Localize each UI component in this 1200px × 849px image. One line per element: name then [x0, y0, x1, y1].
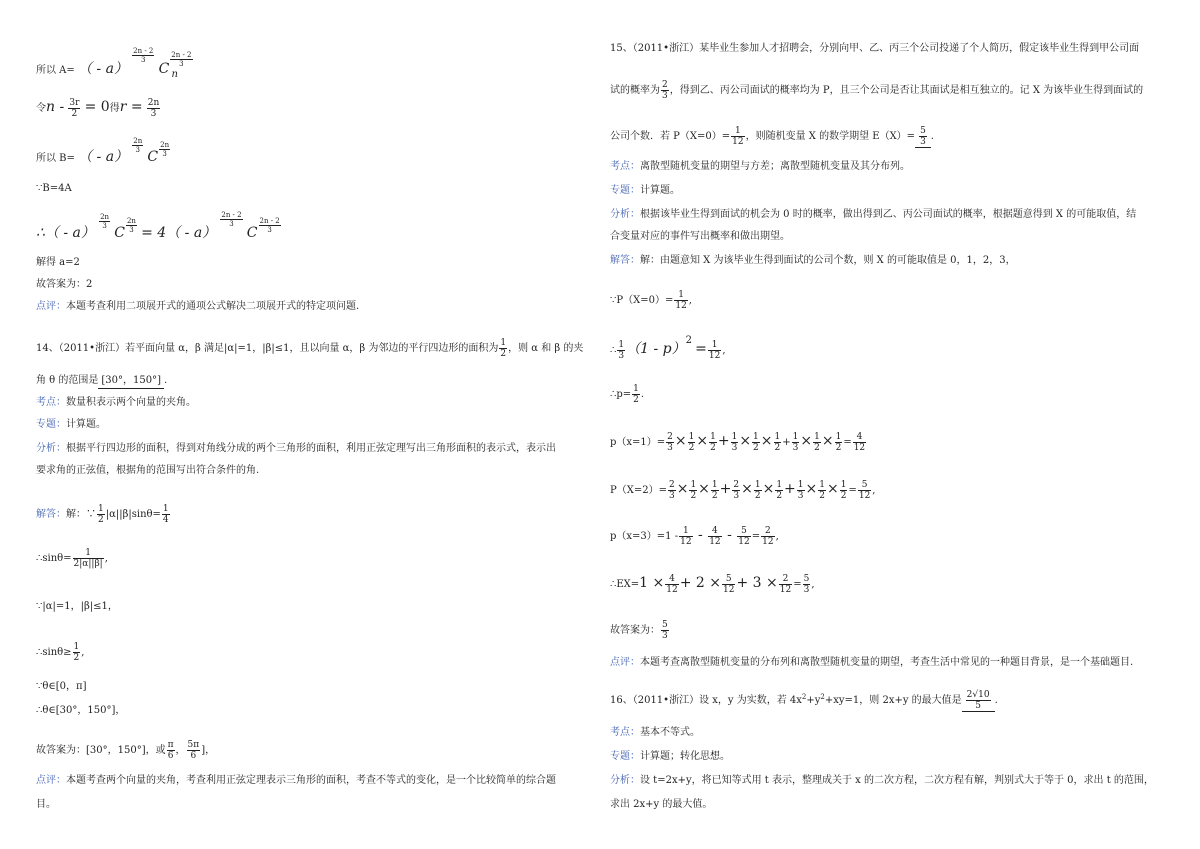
answer-blank: $\frac{2√10}{5}$: [962, 690, 995, 712]
fraction: $\frac{5\pi}{6}$: [187, 740, 200, 761]
jieda-line: 解答：解：∵ $\frac{1}{2}$ |α||β|sinθ= $\frac{1}{4}$: [36, 504, 169, 525]
px1-line: p（x=1）= $\frac{2}{3}$ × $\frac{1}{2}$ × $\frac{1}{2}$ + $\frac{1}{3}$ × $\frac{1}{2}$ × $\frac{1}{2}$ + $\frac{1}{3}$ × $\frac{1}{2}$ × $\frac{1}{2}$ = $\frac{4}{12}$: [610, 432, 866, 453]
fraction: $\frac{2n}{3}$: [147, 98, 160, 119]
math: ∴（ - a）: [36, 225, 95, 241]
eq-b-line: [36, 136, 171, 168]
exponent: 2n - 2 3: [221, 210, 242, 228]
fraction: $\frac{2}{3}$: [662, 80, 668, 101]
range-line: ∵θ∈[0，π]: [36, 681, 87, 692]
comment-label: 点评：: [36, 301, 66, 312]
exponent: 2n - 2 3: [133, 46, 154, 64]
binomial-c: C: [246, 225, 258, 241]
solve-line: 解得 a=2: [36, 257, 80, 268]
binomial-c: C: [147, 149, 159, 165]
p-value-line: ∴p= $\frac{1}{2}$ .: [610, 384, 645, 405]
fraction: $\frac{1}{4}$: [162, 504, 169, 525]
fraction: $\frac{1}{12}$: [732, 126, 744, 147]
eq-a-line: [36, 46, 200, 80]
result-line: ∴θ∈[30°，150°]，: [36, 705, 126, 716]
text: 令: [36, 103, 46, 114]
zhuanti16-line: 专题：计算题；转化思想。: [610, 751, 730, 762]
question-15-line1: 15、（2011•浙江）某毕业生参加人才招聘会，分别向甲、乙、丙三个公司投递了个人简历，假定该毕业生得到甲公司面: [610, 43, 1140, 54]
math: r =: [119, 99, 143, 115]
equation-line: [36, 210, 282, 244]
kaodian16-line: 考点：基本不等式。: [610, 727, 700, 738]
fraction: $\frac{1}{2}$: [500, 338, 507, 359]
fraction: $\frac{1}{2}$: [73, 642, 80, 663]
question-15-line3: 公司个数．若 P（X=0）= $\frac{1}{12}$ ，则随机变量 X 的数学期望 E（X）= $\frac{5}{3}$ .: [610, 126, 934, 147]
answer15-line: 故答案为： $\frac{5}{3}$: [610, 620, 668, 641]
p-eq-line: ∴ $\frac{1}{3}$ （1 - p）2 = $\frac{1}{12}$ ,: [610, 335, 726, 361]
text: 所以 B=: [36, 153, 75, 164]
comment-line: [36, 300, 359, 314]
answer-blank: [30°，150°]: [98, 374, 164, 389]
kaodian-line: 考点：离散型随机变量的期望与方差；离散型随机变量及其分布列。: [610, 161, 910, 172]
sin-line: ∴sinθ= $\frac{1}{2|\alpha||\beta|}$ ,: [36, 548, 108, 569]
answer-blank: $\frac{5}{3}$: [915, 126, 931, 148]
fraction: $\frac{3r}{2}$: [69, 98, 80, 119]
kaodian-line: 考点：数量积表示两个向量的夹角。: [36, 397, 196, 408]
question-14-line2: 角 θ 的范围是 [30°，150°] .: [36, 374, 167, 389]
px2-line: P（X=2）= $\frac{2}{3}$ × $\frac{1}{2}$ × $\frac{1}{2}$ + $\frac{2}{3}$ × $\frac{1}{2}$ × $\frac{1}{2}$ + $\frac{1}{3}$ × $\frac{1}{2}$ × $\frac{1}{2}$ = $\frac{5}{12}$ ,: [610, 480, 876, 501]
question-14-line1: 14、（2011•浙江）若平面向量 α，β 满足|α|=1，|β|≤1，且以向量 α，β 为邻边的平行四边形的面积为 $\frac{1}{2}$ ，则 α 和 β 的夹: [36, 338, 584, 359]
norm-line: ∵|α|=1，|β|≤1，: [36, 601, 118, 612]
fenxi-line: 分析：根据该毕业生得到面试的机会为 0 时的概率，做出得到乙、丙公司面试的概率，根据题意得到 X 的可能取值，结: [610, 209, 1137, 220]
fenxi-line: 分析：根据平行四边形的面积，得到对角线分成的两个三角形的面积，利用正弦定理写出三角形面积的表示式，表示出: [36, 443, 556, 454]
text: 所以 A=: [36, 65, 75, 76]
fenxi-line2: 合变量对应的事件写出概率和做出期望。: [610, 231, 790, 242]
fenxi16-line2: 求出 2x+y 的最大值。: [610, 799, 713, 810]
question-15-line2: 试的概率为 $\frac{2}{3}$ ，得到乙、丙公司面试的概率均为 P，且三个公司是否让其面试是相互独立的。记 X 为该毕业生得到面试的: [610, 80, 1144, 101]
eq-r-line: [36, 98, 161, 119]
exponent: 2n 3: [100, 212, 110, 230]
fraction: $\frac{\pi}{6}$: [167, 740, 174, 761]
fraction: $\frac{1}{2}$: [98, 504, 104, 525]
jieda-line: 解答：解：由题意知 X 为该毕业生得到面试的公司个数，则 X 的可能取值是 0，1，2，3，: [610, 255, 1016, 266]
p0-line: ∵P（X=0）= $\frac{1}{12}$ ,: [610, 290, 692, 311]
fenxi-line2: 要求角的正弦值，根据角的范围写出符合条件的角.: [36, 465, 260, 476]
binomial-c: C: [114, 225, 125, 241]
question-16-line: 16、（2011•浙江）设 x，y 为实数，若 $4x^2+y^2+xy=1$，则 2x+y 的最大值是 $\frac{2√10}{5}$ .: [610, 690, 998, 711]
ineq-line: ∴sinθ≥ $\frac{1}{2}$ ,: [36, 642, 85, 663]
math: （ - a）: [77, 61, 128, 77]
given-line: ∵B=4A: [36, 183, 72, 194]
math: = 4（ - a）: [141, 225, 217, 241]
binomial-top: 2n - 2 3: [259, 216, 280, 234]
zhuanti-line: 专题：计算题。: [36, 419, 106, 430]
answer14-line: 故答案为：[30°，150°]，或 $\frac{\pi}{6}$ ， $\frac{5\pi}{6}$ ]，: [36, 740, 216, 761]
text: 得: [109, 103, 120, 114]
exponent: 2n 3: [133, 136, 143, 154]
fraction: $\frac{1}{2|\alpha||\beta|}$: [73, 548, 103, 569]
comment14-line2: 目。: [36, 799, 56, 810]
math: n -: [46, 99, 65, 115]
px3-line: p（x=3）=1 - $\frac{1}{12}$ - $\frac{4}{12}$ - $\frac{5}{12}$ = $\frac{2}{12}$ ,: [610, 526, 779, 547]
ex-line: ∴EX=1 × $\frac{4}{12}$ + 2 × $\frac{5}{12}$ + 3 × $\frac{2}{12}$ = $\frac{5}{3}$ ,: [610, 574, 815, 595]
binomial-n: n: [171, 69, 178, 80]
binomial-top: 2n 3: [160, 140, 170, 158]
comment-text: 本题考查利用二项展开式的通项公式解决二项展开式的特定项问题.: [66, 301, 360, 312]
zhuanti-line: 专题：计算题。: [610, 185, 680, 196]
math: = 0: [84, 99, 110, 115]
math: （ - a）: [78, 149, 129, 165]
comment14-line: 点评：本题考查两个向量的夹角，考查利用正弦定理表示三角形的面积，考查不等式的变化，是一个比较简单的综合题: [36, 775, 556, 786]
answer-line: 故答案为：2: [36, 279, 93, 290]
fenxi16-line: 分析：设 t=2x+y，将已知等式用 t 表示，整理成关于 x 的二次方程，二次方程有解，判别式大于等于 0，求出 t 的范围，: [610, 775, 1154, 786]
binomial-top: 2n - 2 3: [171, 50, 192, 68]
binomial-top: 2n 3: [126, 216, 136, 234]
binomial-c: C: [158, 61, 170, 77]
comment15-line: 点评：本题考查离散型随机变量的分布列和离散型随机变量的期望，考查生活中常见的一种题目背景，是一个基础题目.: [610, 657, 1134, 668]
